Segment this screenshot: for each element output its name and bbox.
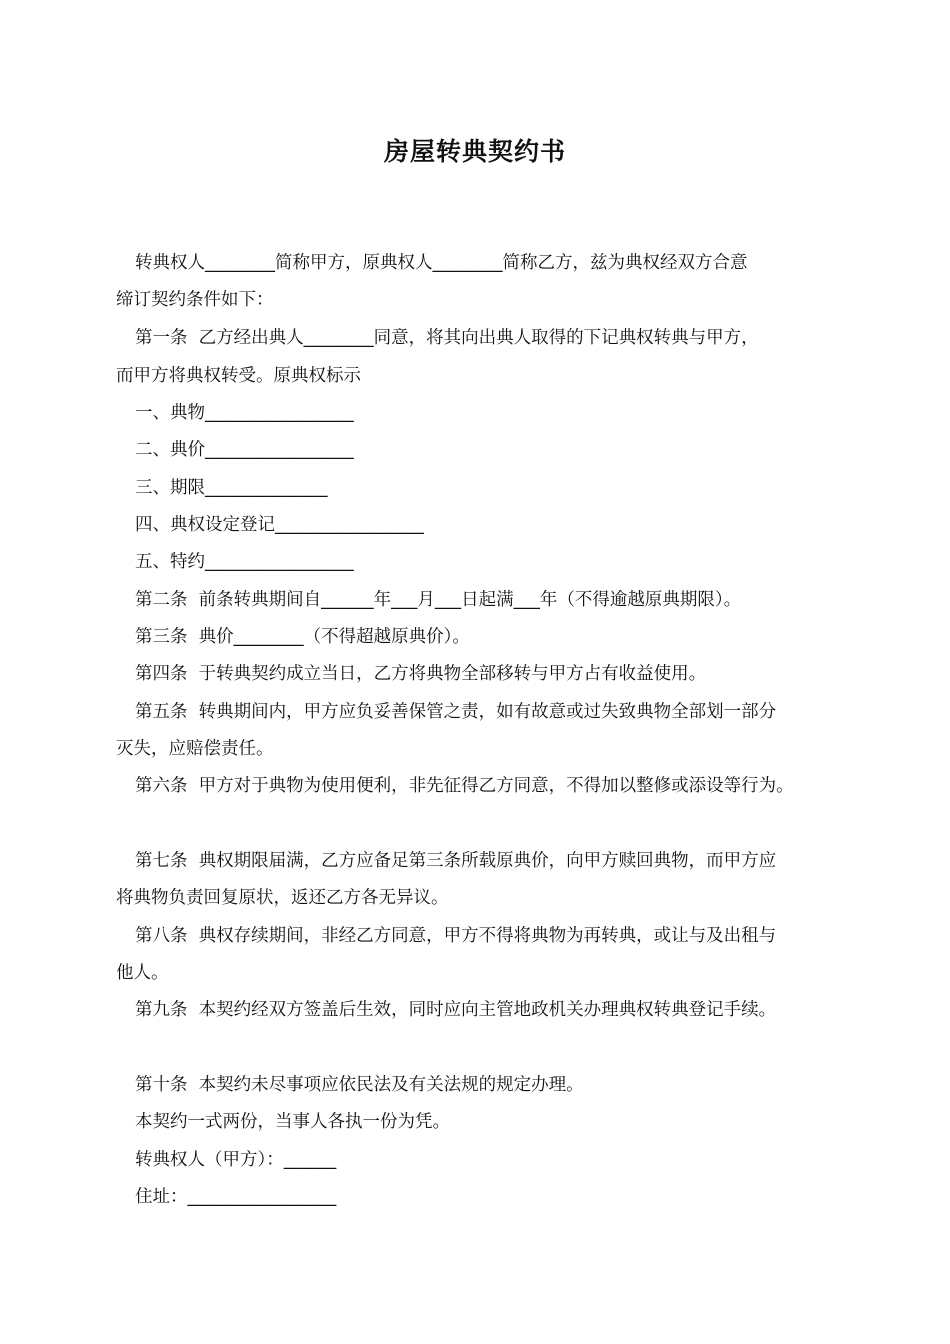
item-5-special-terms: 五、特约_________________	[135, 552, 354, 572]
article-5-line-2: 灭失，应赔偿责任。	[116, 739, 274, 759]
item-4-registration: 四、典权设定登记_________________	[135, 515, 424, 535]
article-9: 第九条 本契约经双方签盖后生效，同时应向主管地政机关办理典权转典登记手续。	[135, 1000, 777, 1020]
article-7-line-1: 第七条 典权期限届满，乙方应备足第三条所载原典价，向甲方赎回典物，而甲方应	[135, 851, 777, 871]
article-3: 第三条 典价________（不得超越原典价）。	[135, 627, 470, 647]
copies-statement: 本契约一式两份，当事人各执一份为凭。	[135, 1112, 450, 1132]
article-8-line-1: 第八条 典权存续期间，非经乙方同意，甲方不得将典物为再转典，或让与及出租与	[135, 926, 777, 946]
item-2-pawn-price: 二、典价_________________	[135, 440, 354, 460]
article-2: 第二条 前条转典期间自______年___月___日起满___年（不得逾越原典期限）。	[135, 590, 742, 610]
party-a-signature: 转典权人（甲方）：______	[135, 1150, 337, 1170]
item-1-pawn-object: 一、典物_________________	[135, 403, 354, 423]
address-field: 住址：_________________	[135, 1187, 337, 1207]
article-7-line-2: 将典物负责回复原状，返还乙方各无异议。	[116, 888, 449, 908]
article-10: 第十条 本契约未尽事项应依民法及有关法规的规定办理。	[135, 1075, 584, 1095]
document-title: 房屋转典契约书	[383, 137, 566, 166]
article-5-line-1: 第五条 转典期间内，甲方应负妥善保管之责，如有故意或过失致典物全部划一部分	[135, 702, 777, 722]
article-1-line-2: 而甲方将典权转受。原典权标示	[116, 366, 361, 386]
preamble-line-2: 缔订契约条件如下：	[116, 290, 274, 310]
article-8-line-2: 他人。	[116, 963, 169, 983]
preamble-line-1: 转典权人________简称甲方，原典权人________简称乙方，兹为典权经双方合意	[135, 253, 748, 273]
article-1-line-1: 第一条 乙方经出典人________同意，将其向出典人取得的下记典权转典与甲方，	[135, 328, 759, 348]
item-3-term: 三、期限______________	[135, 478, 328, 498]
article-6: 第六条 甲方对于典物为使用便利，非先征得乙方同意，不得加以整修或添设等行为。	[135, 776, 794, 796]
article-4: 第四条 于转典契约成立当日，乙方将典物全部移转与甲方占有收益使用。	[135, 664, 707, 684]
